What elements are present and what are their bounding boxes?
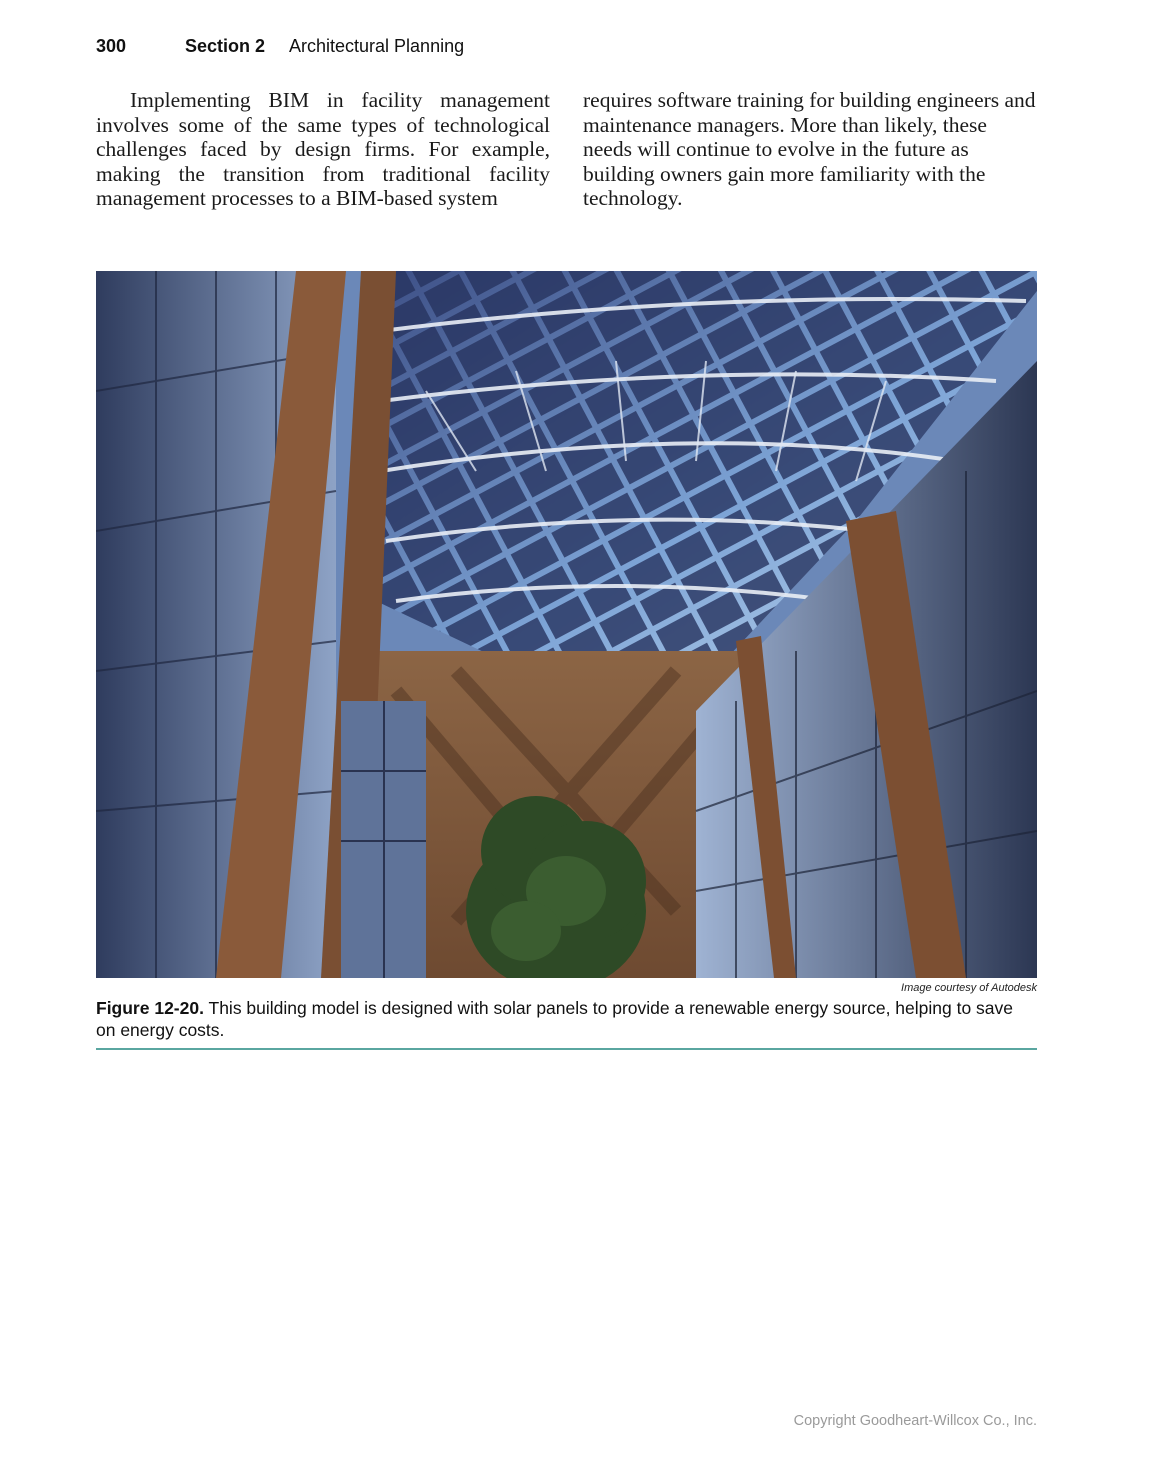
- section-label: Section 2: [185, 36, 266, 56]
- copyright-notice: Copyright Goodheart-Willcox Co., Inc.: [793, 1413, 1037, 1429]
- left-column-paragraph: Implementing BIM in facility management involves some of the same types of technological challenges faced by design firms. For example, making the transition from traditional facility management processes to a BIM-based system: [96, 88, 550, 210]
- figure-caption: [96, 997, 1037, 1041]
- left-column: [96, 88, 550, 211]
- caption-text: This building model is designed with solar panels to provide a renewable energy source, helping to save on energy costs.: [96, 998, 1014, 1040]
- figure-number: Figure 12-20.: [96, 998, 204, 1018]
- image-credit: Image courtesy of Autodesk: [901, 982, 1037, 994]
- caption-rule: [96, 1048, 1037, 1050]
- section-title: Architectural Planning: [289, 36, 465, 56]
- right-column: [583, 88, 1037, 211]
- page-number: 300: [96, 36, 127, 56]
- atrium-rendering-image: [96, 271, 1037, 978]
- right-column-paragraph: requires software training for building engineers and maintenance managers. More than likely, these needs will continue to evolve in the future as building owners gain more familiarity with the technology.: [583, 88, 1036, 210]
